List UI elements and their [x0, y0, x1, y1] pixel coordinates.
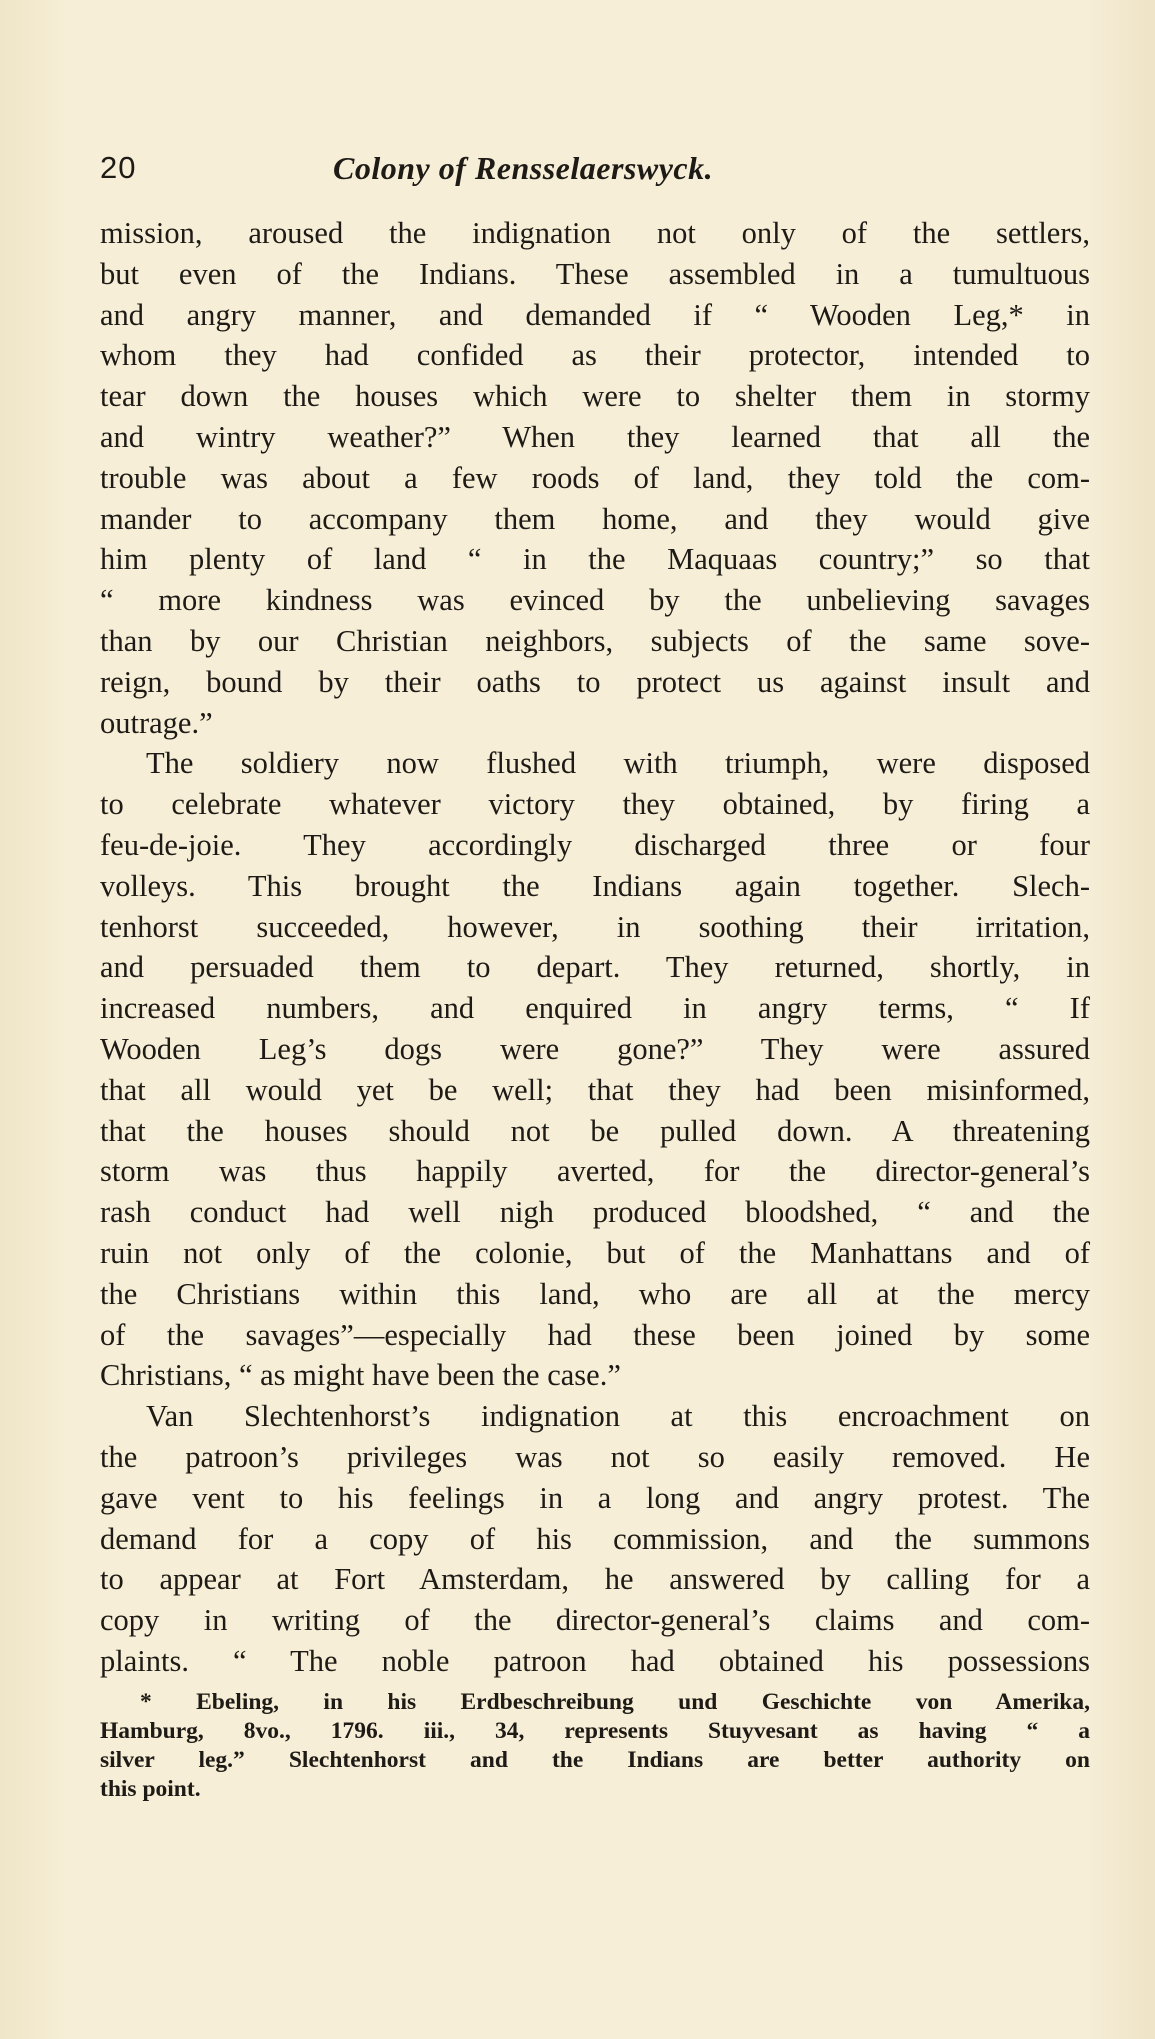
text-line: and persuaded them to depart. They returned, shortly, in	[100, 950, 1090, 985]
footnote-line: silver leg.” Slechtenhorst and the Indians are better authority on	[100, 1747, 1090, 1773]
text-line: demand for a copy of his commission, and the summons	[100, 1521, 1090, 1556]
text-line: to celebrate whatever victory they obtained, by firing a	[100, 787, 1090, 822]
text-line: than by our Christian neighbors, subjects of the same sove-	[100, 623, 1090, 658]
text-line: feu-de-joie. They accordingly discharged three or four	[100, 827, 1090, 862]
footnote-line: * Ebeling, in his Erdbeschreibung und Geschichte von Amerika,	[140, 1689, 1090, 1715]
text-line: increased numbers, and enquired in angry terms, “ If	[100, 991, 1090, 1026]
text-line: The soldiery now flushed with triumph, were disposed	[146, 746, 1090, 781]
text-line: that all would yet be well; that they had been misinformed,	[100, 1072, 1090, 1107]
text-line: to appear at Fort Amsterdam, he answered by calling for a	[100, 1562, 1090, 1597]
page-header	[100, 150, 1090, 196]
text-line: whom they had confided as their protector, intended to	[100, 338, 1090, 373]
text-line: plaints. “ The noble patroon had obtained his possessions	[100, 1643, 1090, 1678]
text-line: tenhorst succeeded, however, in soothing their irritation,	[100, 909, 1090, 944]
text-line: Christians, “ as might have been the case.”	[100, 1358, 621, 1393]
text-line: mission, aroused the indignation not only of the settlers,	[100, 216, 1090, 250]
text-line: “ more kindness was evinced by the unbelieving savages	[100, 583, 1090, 618]
footnote-line: this point.	[100, 1776, 201, 1802]
text-line: copy in writing of the director-general’s claims and com-	[100, 1603, 1090, 1638]
text-line: the patroon’s privileges was not so easily removed. He	[100, 1439, 1090, 1474]
text-line: mander to accompany them home, and they would give	[100, 501, 1090, 536]
page-number: 20	[100, 150, 137, 185]
text-line: of the savages”—especially had these been joined by some	[100, 1317, 1090, 1352]
text-line: storm was thus happily averted, for the director-general’s	[100, 1154, 1090, 1189]
running-title: Colony of Rensselaerswyck.	[333, 150, 714, 186]
body-text	[100, 213, 1090, 1682]
text-line: and wintry weather?” When they learned that all the	[100, 419, 1090, 454]
text-line: but even of the Indians. These assembled in a tumultuous	[100, 256, 1090, 291]
text-line: trouble was about a few roods of land, they told the com-	[100, 460, 1090, 495]
text-line: tear down the houses which were to shelter them in stormy	[100, 379, 1090, 414]
text-line: gave vent to his feelings in a long and angry protest. The	[100, 1480, 1090, 1515]
text-line: and angry manner, and demanded if “ Wooden Leg,* in	[100, 297, 1090, 332]
text-line: Van Slechtenhorst’s indignation at this encroachment on	[146, 1399, 1090, 1434]
text-line: Wooden Leg’s dogs were gone?” They were assured	[100, 1031, 1090, 1066]
text-line: volleys. This brought the Indians again together. Slech-	[100, 868, 1090, 903]
footnote	[100, 1688, 1090, 1804]
text-line: outrage.”	[100, 705, 213, 740]
text-line: that the houses should not be pulled down. A threatening	[100, 1113, 1090, 1148]
text-line: reign, bound by their oaths to protect us against insult and	[100, 664, 1090, 699]
text-line: rash conduct had well nigh produced bloodshed, “ and the	[100, 1195, 1090, 1230]
text-line: ruin not only of the colonie, but of the Manhattans and of	[100, 1235, 1090, 1270]
text-line: him plenty of land “ in the Maquaas country;” so that	[100, 542, 1090, 577]
text-line: the Christians within this land, who are all at the mercy	[100, 1276, 1090, 1311]
footnote-line: Hamburg, 8vo., 1796. iii., 34, represents Stuyvesant as having “ a	[100, 1718, 1090, 1744]
